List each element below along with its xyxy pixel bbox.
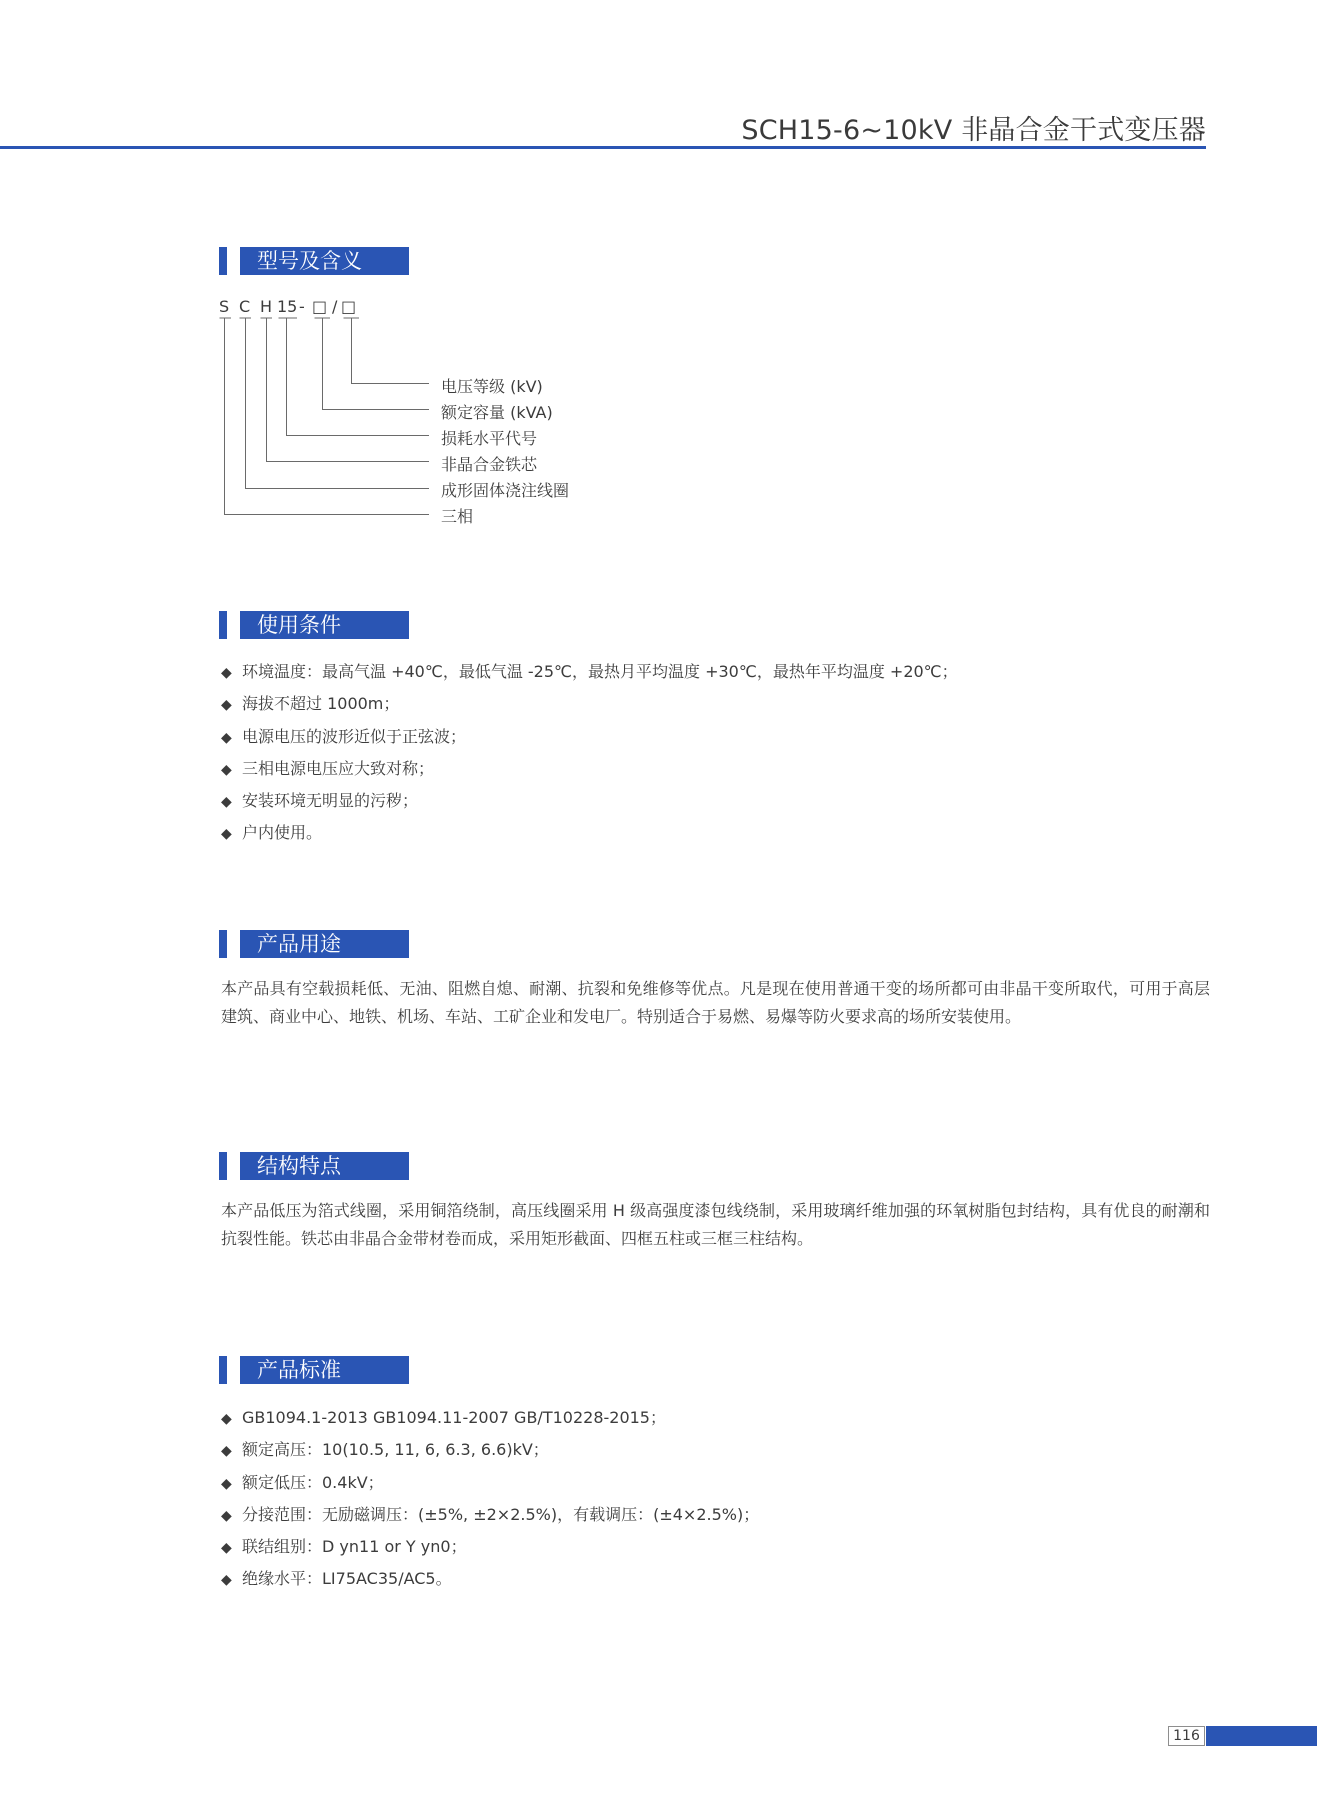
code-h: H <box>260 297 273 316</box>
section-heading-conditions <box>219 611 409 639</box>
structure-paragraph: 本产品低压为箔式线圈，采用铜箔绕制，高压线圈采用 H 级高强度漆包线绕制，采用玻璃纤维加强的环氧树脂包封结构，具有优良的耐潮和抗裂性能。铁芯由非晶合金带材卷而成，采用矩形截面、四框五柱或三框三柱结构。 <box>221 1201 1210 1248</box>
model-label-amorphous-core: 非晶合金铁芯 <box>441 455 538 474</box>
code-number: 15 <box>277 297 298 316</box>
diamond-bullet-icon: ◆ <box>221 697 232 714</box>
section-heading-standards <box>219 1356 409 1384</box>
code-c: C <box>239 297 251 316</box>
list-item: ◆ 额定低压：0.4kV； <box>221 1472 384 1492</box>
model-diagram-lines <box>0 0 1317 560</box>
heading-accent-bar <box>219 1356 227 1384</box>
conditions-list <box>221 662 958 856</box>
section-heading-structure <box>219 1152 409 1180</box>
model-label-three-phase: 三相 <box>441 507 474 526</box>
code-dash: - <box>299 297 305 316</box>
heading-label: 使用条件 <box>240 611 409 639</box>
page-header-title: SCH15-6~10kV 非晶合金干式变压器 <box>741 115 1206 146</box>
diamond-bullet-icon: ◆ <box>221 826 232 843</box>
heading-label: 型号及含义 <box>240 247 409 275</box>
list-item: ◆ 电源电压的波形近似于正弦波； <box>221 726 467 746</box>
heading-label: 产品用途 <box>240 930 409 958</box>
diamond-bullet-icon: ◆ <box>221 1475 232 1492</box>
heading-accent-bar <box>219 1152 227 1180</box>
diamond-bullet-icon: ◆ <box>221 729 232 746</box>
model-label-capacity: 额定容量 (kVA) <box>441 403 553 422</box>
standards-list <box>221 1408 759 1602</box>
list-item: ◆ 环境温度：最高气温 +40℃，最低气温 -25℃，最热月平均温度 +30℃，最热年平均温度 +20℃； <box>221 662 958 681</box>
diamond-bullet-icon: ◆ <box>221 665 232 681</box>
diamond-bullet-icon: ◆ <box>221 761 232 778</box>
diamond-bullet-icon: ◆ <box>221 794 232 811</box>
diamond-bullet-icon: ◆ <box>221 1507 232 1524</box>
list-item: ◆ 三相电源电压应大致对称； <box>221 758 435 778</box>
list-item: ◆ 联结组别：D yn11 or Y yn0； <box>221 1537 467 1557</box>
list-item: ◆ 海拔不超过 1000m； <box>221 694 400 714</box>
list-item: ◆ 户内使用。 <box>221 823 323 843</box>
diamond-bullet-icon: ◆ <box>221 1443 232 1460</box>
list-item: ◆ 绝缘水平：LI75AC35/AC5。 <box>221 1569 452 1589</box>
diamond-bullet-icon: ◆ <box>221 1540 232 1557</box>
code-box-capacity: □ <box>312 297 328 316</box>
model-label-loss-code: 损耗水平代号 <box>441 429 538 448</box>
model-label-voltage: 电压等级 (kV) <box>441 377 543 396</box>
list-item: ◆ 分接范围：无励磁调压：(±5%, ±2×2.5%)，有载调压：(±4×2.5%)； <box>221 1504 760 1524</box>
heading-accent-bar <box>219 930 227 958</box>
code-slash: / <box>332 297 338 316</box>
code-box-voltage: □ <box>341 297 357 316</box>
diamond-bullet-icon: ◆ <box>221 1572 232 1589</box>
list-item: ◆ 安装环境无明显的污秽； <box>221 791 419 811</box>
list-item: ◆ GB1094.1-2013 GB1094.11-2007 GB/T10228-2015； <box>221 1408 666 1427</box>
page-number-accent-bar <box>1206 1726 1317 1746</box>
heading-label: 结构特点 <box>240 1152 409 1180</box>
heading-label: 产品标准 <box>240 1356 409 1384</box>
diamond-bullet-icon: ◆ <box>221 1411 232 1427</box>
usage-paragraph: 本产品具有空载损耗低、无油、阻燃自熄、耐潮、抗裂和免维修等优点。凡是现在使用普通干变的场所都可由非晶干变所取代，可用于高层建筑、商业中心、地铁、机场、车站、工矿企业和发电厂。特别适合于易燃、易爆等防火要求高的场所安装使用。 <box>221 979 1210 1026</box>
model-label-cast-coil: 成形固体浇注线圈 <box>441 481 570 500</box>
code-s: S <box>219 297 230 316</box>
section-heading-usage <box>219 930 409 958</box>
page-number: 116 <box>1168 1726 1205 1746</box>
list-item: ◆ 额定高压：10(10.5, 11, 6, 6.3, 6.6)kV； <box>221 1440 549 1460</box>
heading-accent-bar <box>219 611 227 639</box>
